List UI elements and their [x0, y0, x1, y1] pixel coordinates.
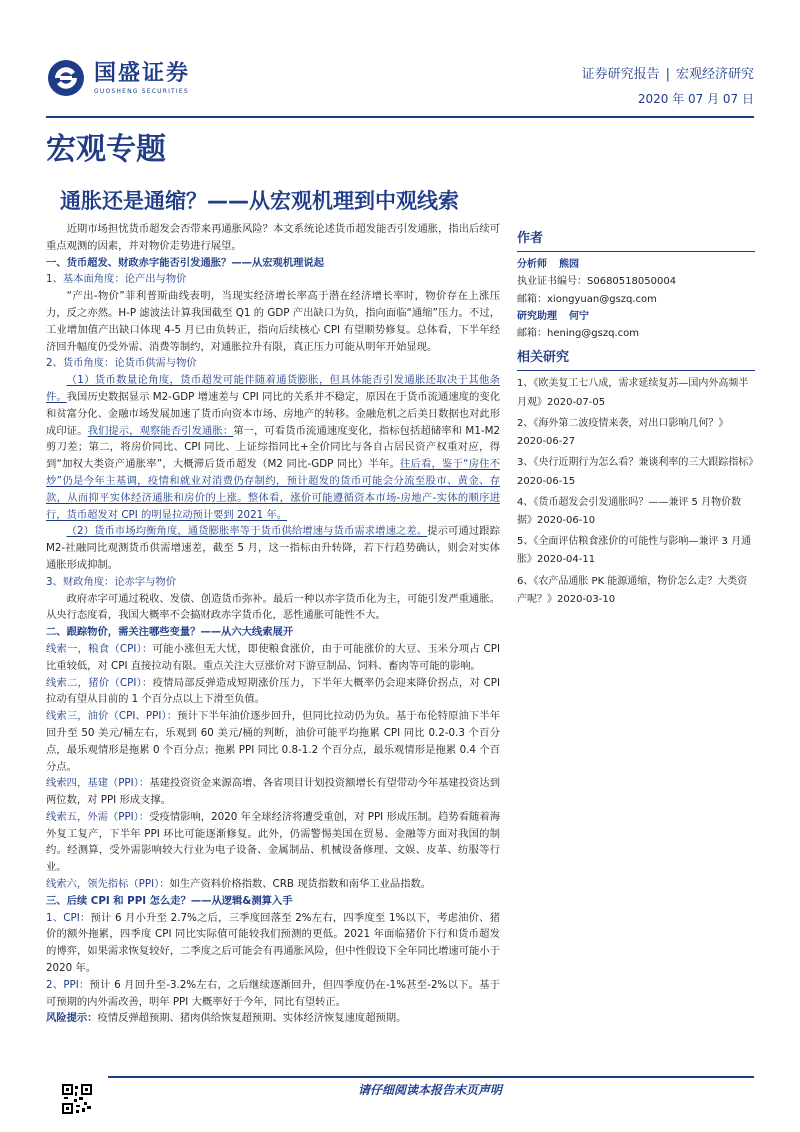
report-meta: [582, 66, 754, 108]
ppi-outlook: 2、PPI：预计 6 月回升至-3.2%左右，之后继续逐渐回升，但四季度仍在-1%甚至-2%以下。基于可预期的内外需改善，明年 PPI 大概率好于今年，同比有望转正。: [46, 978, 500, 1008]
related-item[interactable]: 4、《货币超发会引发通胀吗？——兼评 5 月物价数据》2020-06-10: [517, 496, 742, 526]
page-heading: 宏观专题: [46, 132, 166, 167]
section1-sub2-paragraph1: [46, 372, 500, 523]
sidebar: [517, 229, 755, 609]
sub2-p1-text: 我国历史数据显示 M2-GDP 增速差与 CPI 同比的关系并不稳定，原因在于货币流通速度的变化和贫富分化、金融市场发展加速了货币向资本市场、房地产的转移。金融危机之后美日数据也对此形成印证。: [46, 390, 501, 437]
intro-paragraph: 近期市场担忧货币超发会否带来再通胀风险？本文系统论述货币超发能否引发通胀，指出后续可重点观测的因素，并对物价走势进行展望。: [46, 223, 500, 252]
sub2-p2-text: 提示可通过跟踪 M2-社融同比观测货币供需增速差，截至 5 月，这一指标由升转降，若下行趋势确认，则会对实体通胀形成抑制。: [46, 525, 500, 571]
clue-item: 线索一，粮食（CPI）：可能小涨但无大忧，即使粮食涨价，由于可能涨价的大豆、玉米分项占 CPI 比重较低，对 CPI 直接拉动有限。重点关注大豆涨价对下游豆制品、饲料、畜肉等可能的影响。: [46, 642, 500, 672]
sub2-p1-highlight3: 往后看，鉴于“房住不炒”仍是今年主基调，疫情和就业对消费仍存制约，预计超发的货币可能会分流至股市、黄金、存款，从而抑平实体经济通胀和房价的上涨。整体看，涨价可能遵循资本市场-房地产-实体的顺序进行，货币超发对 CPI 的明显拉动预计要到 2021 年。: [46, 458, 500, 521]
sub2-p1-highlight: （1）货币数量论角度，货币超发可能伴随着通货膨胀，但具体能否引发通胀还取决于其他条件。: [46, 374, 500, 403]
clue-item: 线索三，油价（CPI、PPI）：预计下半年油价逐步回升，但同比拉动仍为负。基于布伦特原油下半年回升至 50 美元/桶左右，乐观到 60 美元/桶的判断，油价可能平均拖累 CPI 同比 0.2-0.3 个百分点，最乐观情形是拖累 0 个百分点；拖累 PPI 同比 0.8-1.2 个百分点，最乐观情形是拖累 0.4 个百分点。: [46, 710, 501, 773]
logo-english-name: GUOSHENG SECURITIES: [94, 87, 189, 95]
section1-sub2-title: 2、货币角度：论货币供需与物价: [46, 357, 197, 370]
report-type: 证券研究报告: [581, 67, 660, 82]
section1-sub2-paragraph2: [46, 523, 500, 573]
author-heading: 作者: [517, 229, 755, 252]
report-title: 通胀还是通缩？——从宏观机理到中观线索: [60, 189, 459, 213]
section1-sub3-text: 政府赤字可通过税收、发债、创造货币弥补。最后一种以赤字货币化为主，可能引发严重通胀。从央行态度看，我国大概率不会搞财政赤字货币化，恶性通胀可能性不大。: [46, 592, 500, 622]
section1-sub1-title: 1、基本面角度：论产出与物价: [46, 273, 187, 286]
analyst-email[interactable]: 邮箱：xiongyuan@gszq.com: [517, 293, 657, 305]
related-item[interactable]: 2、《海外第二波疫情来袭，对出口影响几何？》2020-06-27: [517, 417, 729, 448]
guosheng-logo-icon: [46, 58, 86, 98]
related-heading: 相关研究: [517, 348, 755, 371]
clue-item: 线索二，猪价（CPI）：疫情局部反弹造成短期涨价压力，下半年大概率仍会迎来降价拐点，对 CPI 拉动有望从目前的 1 个百分点以上下滑至负值。: [46, 676, 500, 706]
assistant-name: 何宁: [569, 310, 589, 322]
report-date: 2020 年 07 月 07 日: [637, 92, 754, 106]
footer-divider: [108, 1076, 754, 1078]
report-type-line: [582, 66, 754, 84]
sub2-p1-highlight2: 我们提示，观察能否引发通胀：: [87, 424, 234, 437]
section1-sub1-text: “产出-物价”菲利普斯曲线表明，当现实经济增长率高于潜在经济增长率时，物价存在上涨压力，反之亦然。H-P 滤波法计算我国截至 Q1 的 GDP 产出缺口为负，指向面临“通缩”压力。不过，工业增加值产出缺口体现 4-5 月已由负转正，指向后续核心 CPI 有望顺势修复。总体看，下半年经济回升幅度仍受外需、消费等制约，对通胀拉升有限，真正压力可能从明年开始显现。: [46, 290, 500, 353]
risk-warning: 风险提示：疫情反弹超预期、猪肉供给恢复超预期、实体经济恢复速度超预期。: [46, 1012, 407, 1025]
related-item[interactable]: 1、《欧美复工七八成，需求延续复苏—国内外高频半月观》2020-07-05: [517, 378, 749, 408]
main-content: [46, 221, 500, 1027]
separator: |: [665, 67, 670, 82]
cpi-outlook: 1、CPI：预计 6 月小升至 2.7%之后，三季度回落至 2%左右，四季度至 1%以下，考虑油价、猪价的额外拖累，四季度 CPI 同比实际值可能较我们预测的更低。2021 年面临猪价下行和货币超发的博弈，如果需求恢复较好，二季度之后可能会有再通胀风险，但中性假设下全年同比增速可能小于 2020 年。: [46, 911, 500, 975]
assistant-email[interactable]: 邮箱：hening@gszq.com: [517, 328, 639, 340]
section2-title: 二、跟踪物价，需关注哪些变量？——从六大线索展开: [46, 626, 294, 639]
section1-sub3-title: 3、财政角度：论赤字与物价: [46, 575, 177, 588]
related-item[interactable]: 5、《全面评估粮食涨价的可能性与影响—兼评 3 月通胀》2020-04-11: [517, 536, 752, 566]
analyst-name: 熊园: [559, 259, 579, 270]
clue-item: 线索六，领先指标（PPI）：如生产资料价格指数、CRB 现货指数和南华工业品指数。: [46, 878, 432, 891]
company-logo: [46, 58, 190, 98]
sub2-p1-text2: 第一，可看货币流通速度变化，指标包括超储率和 M1-M2 剪刀差；第二，将房价同比、CPI 同比、上证综指同比+全价同比与各自占居民资产权重对应，得到“加权大类资产通胀率”，大概滞后货币超发（M2 同比-GDP 同比）半年。: [46, 424, 501, 471]
sub2-p2-highlight: （2）货币市场均衡角度，通货膨胀率等于货币供给增速与货币需求增速之差。: [66, 525, 428, 538]
footer-disclaimer: 请仔细阅读本报告末页声明: [357, 1083, 502, 1097]
header-divider: [46, 116, 754, 118]
logo-chinese-name: 国盛证券: [94, 60, 191, 86]
clue-item: 线索四，基建（PPI）：基建投资资金来源高增、各省项目计划投资额增长有望带动今年基建投资达到两位数，对 PPI 形成支撑。: [46, 777, 501, 807]
related-item[interactable]: 6、《农产品通胀 PK 能源通缩，物价怎么走？大类资产呢？》2020-03-10: [517, 575, 748, 605]
section3-title: 三、后续 CPI 和 PPI 怎么走？——从逻辑&测算入手: [46, 894, 293, 907]
analyst-row: 分析师 熊园: [517, 259, 579, 270]
report-category: 宏观经济研究: [675, 67, 754, 82]
license-number: 执业证书编号：S0680518050004: [517, 276, 677, 288]
clue-item: 线索五，外需（PPI）：受疫情影响，2020 年全球经济将遭受重创，对 PPI 形成压制。趋势看随着海外复工复产，下半年 PPI 环比可能逐渐修复。此外，仍需警惕美国在贸易、金融等方面对我国的制约。经测算，受外需影响较大行业为电子设备、金属制品、机械设备修理、文娱、皮革、纺服等行业。: [46, 810, 500, 874]
assistant-row: 研究助理 何宁: [517, 310, 589, 322]
section1-title: 一、货币超发、财政赤字能否引发通胀？——从宏观机理说起: [46, 256, 325, 269]
related-item[interactable]: 3、《央行近期行为怎么看？兼谈利率的三大跟踪指标》2020-06-15: [517, 457, 754, 487]
